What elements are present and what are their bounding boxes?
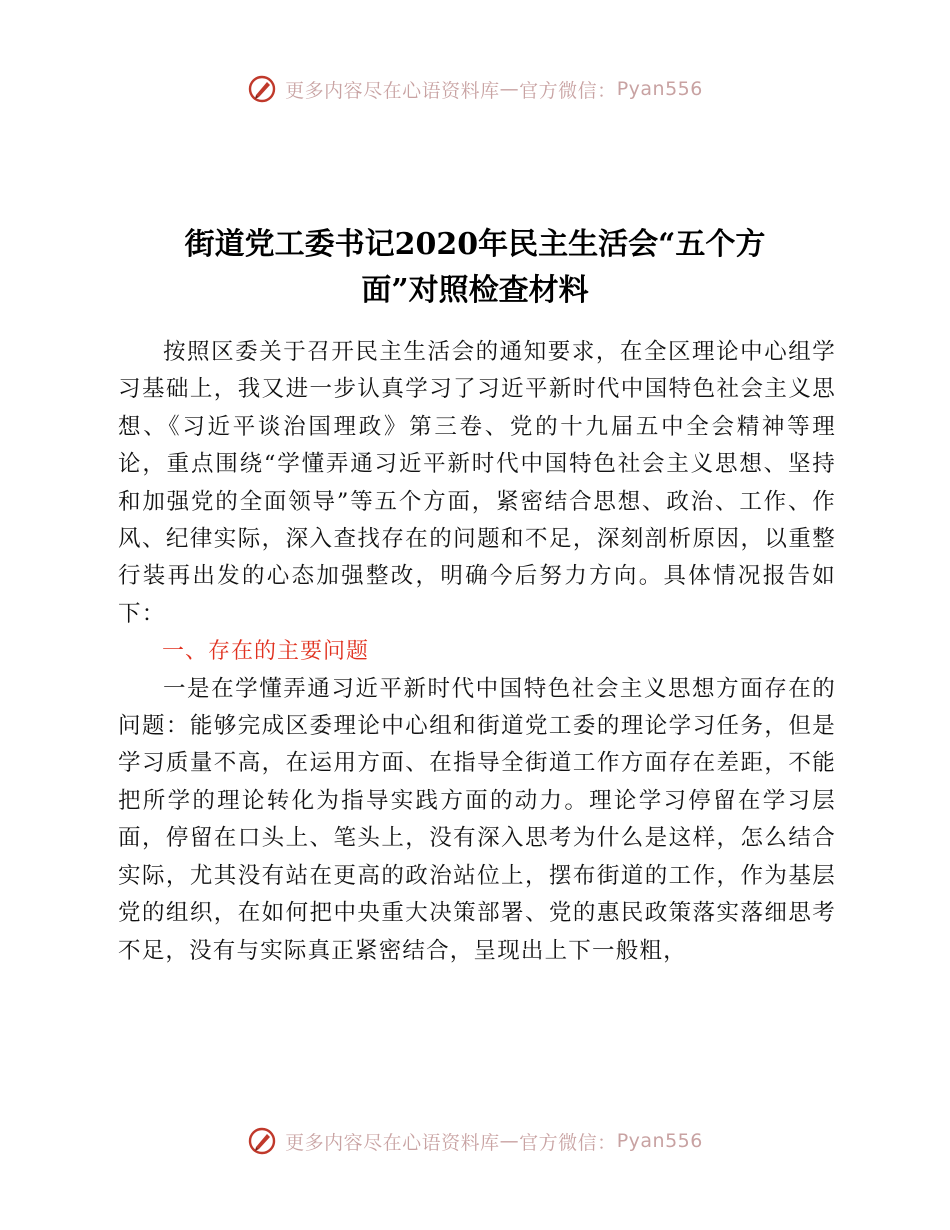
watermark-footer <box>0 1126 950 1156</box>
document-title <box>120 222 830 314</box>
watermark-text: 更多内容尽在心语资料库 <box>285 79 500 102</box>
pen-circle-icon <box>247 74 277 104</box>
section-heading-1: 一、存在的主要问题 <box>162 639 370 665</box>
watermark-contact-label: 官方微信： <box>519 1131 617 1154</box>
section1-paragraph-1: 一是在学懂弄通习近平新时代中国特色社会主义思想方面存在的问题：能够完成区委理论中心组和街道党工委的理论学习任务，但是学习质量不高，在运用方面、在指导全街道工作方面存在差距，不能把所学的理论转化为指导实践方面的动力。理论学习停留在学习层面，停留在口头上、笔头上，没有深入思考为什么是这样，怎么结合实际，尤其没有站在更高的政治站位上，摆布街道的工作，作为基层党的组织，在如何把中央重大决策部署、党的惠民政策落实落细思考不足，没有与实际真正紧密结合，呈现出上下一般粗， <box>118 675 836 964</box>
pen-circle-icon <box>247 1126 277 1156</box>
intro-paragraph: 按照区委关于召开民主生活会的通知要求，在全区理论中心组学习基础上，我又进一步认真学习了习近平新时代中国特色社会主义思想、《习近平谈治国理政》第三卷、党的十九届五中全会精神等理论，重点围绕“学懂弄通习近平新时代中国特色社会主义思想、坚持和加强党的全面领导”等五个方面，紧密结合思想、政治、工作、作风、纪律实际，深入查找存在的问题和不足，深刻剖析原因，以重整行装再出发的心态加强整改，明确今后努力方向。具体情况报告如下： <box>118 339 836 627</box>
document-body <box>118 334 836 970</box>
watermark-text: 更多内容尽在心语资料库 <box>285 1131 500 1154</box>
title-line-1: 街道党工委书记2020年民主生活会“五个方 <box>184 227 766 262</box>
watermark-separator: — <box>499 1130 520 1152</box>
watermark-contact-id: Pyan556 <box>616 1130 703 1152</box>
watermark-header <box>0 74 950 104</box>
watermark-separator: — <box>499 78 520 100</box>
watermark-contact-label: 官方微信： <box>519 79 617 102</box>
title-line-2: 面”对照检查材料 <box>361 273 589 308</box>
watermark-contact-id: Pyan556 <box>616 78 703 100</box>
